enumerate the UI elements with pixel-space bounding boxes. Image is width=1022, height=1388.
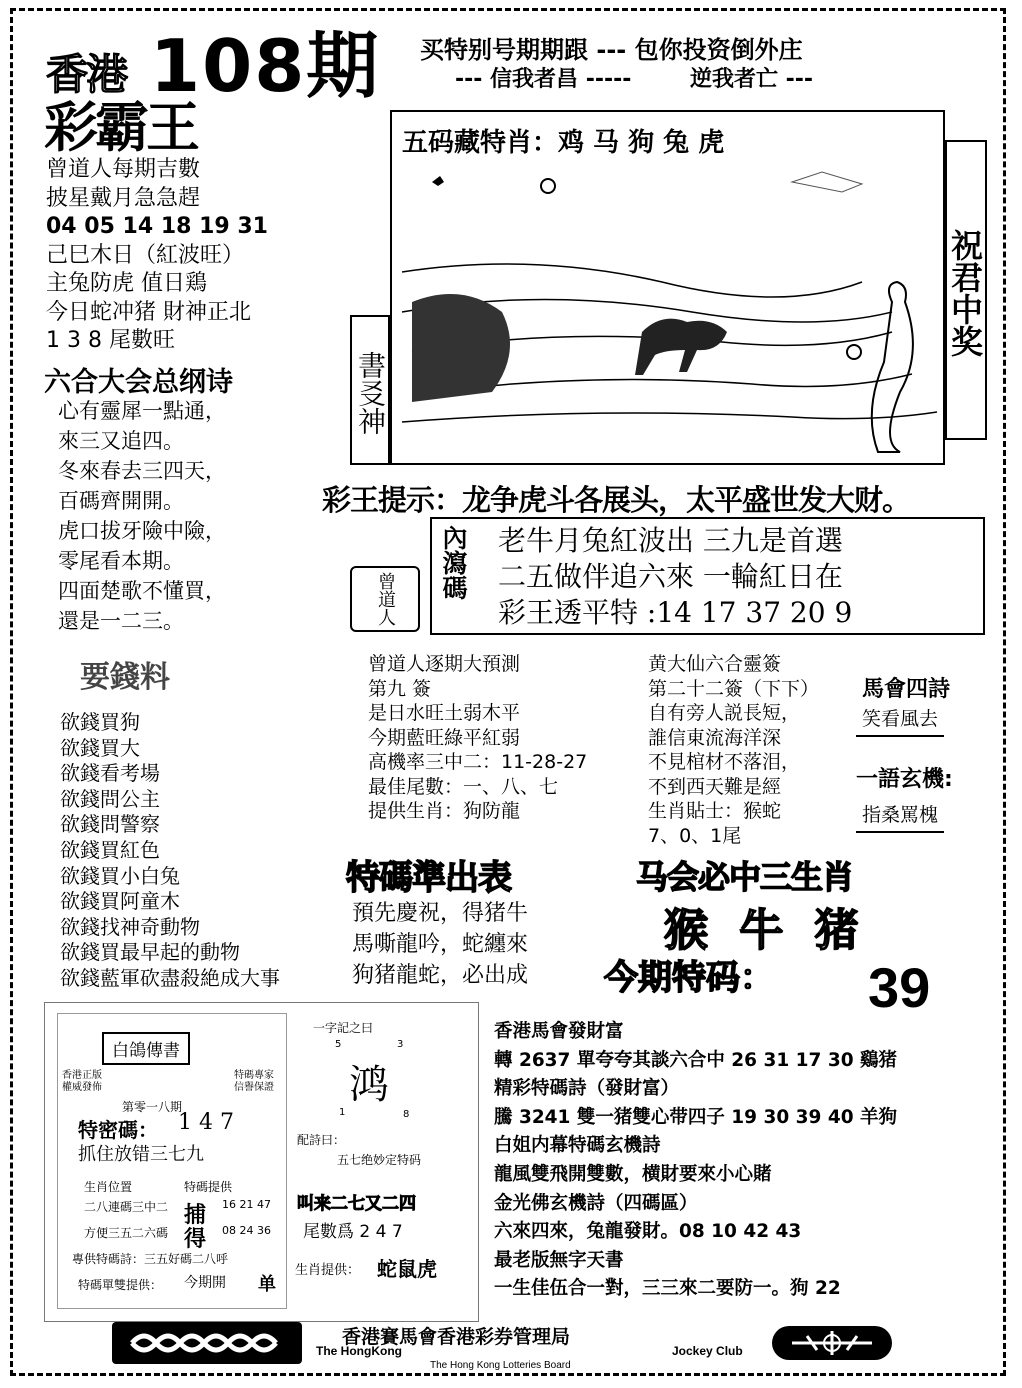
mark-1: 1 [339,1107,346,1118]
slogan-left: --- 信我者昌 ----- [455,67,632,92]
prediction-line: 第九 簽 [368,677,432,700]
clipping-panel [44,1002,479,1322]
poem-text: 五七绝妙定特码 [337,1153,422,1167]
book-god-banner: 書㕛神 [350,315,390,465]
landscape-illustration [392,112,943,463]
info-line: 主兔防虎 值日鶏 [46,271,207,296]
special-table-line: 狗猪龍蛇，必出成 [352,963,529,988]
today-special-number: 39 [868,956,931,1019]
wts-line: 不到西天難是經 [648,775,782,798]
good-luck-banner: 祝君中奖 [945,140,987,440]
poem-line: 心有靈犀一點通， [58,399,226,423]
money-item: 欲錢買狗 [60,710,140,734]
issue-number: 108期 [150,24,381,108]
white-crane-title: 白鴿傳書 [102,1032,190,1065]
three-zodiac-title: 马会必中三生肖 [636,858,854,896]
money-item: 欲錢找神奇動物 [60,914,200,939]
prediction-column [368,652,587,824]
inner-code-box [430,517,985,635]
money-item: 欲錢買阿童木 [60,889,180,914]
single: 单 [258,1274,276,1295]
poem-line: 百碼齊開開。 [58,489,184,513]
poem-line: 來三又追四。 [58,429,184,453]
day-word: 鸿 [349,1062,389,1108]
footer-org-cn: 香港賽馬會香港彩券管理局 [342,1326,571,1348]
prediction-line: 是日水旺土弱木平 [368,702,521,724]
rb-line: 龍風雙飛開雙數，横財要來小心賭 [494,1163,772,1185]
five-code-caption: 五码藏特肖：鸡 马 狗 兔 虎 [402,122,724,159]
catch-line: 抓住放错三七九 [78,1144,204,1165]
wts-line: 自有旁人説長短， [648,702,801,724]
poem-label: 配詩曰： [297,1133,346,1147]
prediction-line: 曾道人逐期大預測 [368,653,521,675]
special-table-lines [352,898,528,991]
info-line: 己巳木日（紅波旺） [46,242,245,268]
rb-line: 一生佳伍合一對，三三來二要防一。狗 22 [494,1278,841,1300]
wts-line: 第二十二簽（下下） [648,677,820,700]
mark-3: 3 [397,1039,404,1050]
footer-board: The Hong Kong Lotteries Board [430,1360,571,1371]
right-seal: 特碼專家 信譽保證 [234,1070,274,1093]
money-list [60,710,280,992]
rb-line: 騰 3241 雙一猪雙心带四子 19 30 39 40 羊狗 [494,1106,898,1128]
special-table-line: 預先慶祝，得猪牛 [352,901,529,926]
info-line: 披星戴月急急趕 [46,185,201,211]
mark-5: 5 [335,1039,342,1050]
money-title: 要錢料 [80,660,170,695]
brand-small: 香港 [46,50,127,99]
money-item: 欲錢買紅色 [60,837,160,862]
right-bottom-block [494,1018,897,1304]
rb-line: 白姐内幕特碼玄機詩 [494,1135,661,1157]
convenient: 方便三五二六碼 [84,1226,169,1240]
info-line: 曾道人每期吉數 [46,157,201,182]
special-offer: 特碼提供 [184,1180,233,1194]
rb-line: 金光佛玄機詩（四碼區） [494,1192,698,1214]
today-special-label: 今期特码： [604,958,774,998]
mark-8: 8 [403,1109,410,1120]
money-item: 欲錢看考場 [60,761,160,786]
footer-jc: Jockey Club [672,1344,743,1358]
prediction-line: 提供生肖：狗防龍 [368,800,521,822]
illustration-panel [390,110,945,465]
wts-line: 7、0、1尾 [648,824,742,847]
slogan-right: 逆我者亡 --- [690,67,814,92]
secret-code: 1 4 7 [178,1110,234,1135]
zodiac-offer-val: 蛇鼠虎 [377,1257,437,1281]
three-zodiac-animals: 猴 牛 猪 [664,905,867,956]
poem-line: 冬來春去三四天， [58,459,226,483]
seal-text: 曾道人 [375,572,396,626]
offer-val-2: 08 24 36 [222,1224,271,1237]
wts-line: 不見棺材不落泪， [648,751,801,773]
poem-line: 還是一二三。 [58,609,184,633]
title-caibawang: 彩霸王 [44,96,197,159]
secret-label: 特密碼： [78,1118,158,1142]
footer-logo-right [772,1326,892,1360]
money-item: 欲錢買最早起的動物 [60,940,240,965]
clipping-right [293,1013,471,1309]
open-now: 今期開 [184,1275,226,1291]
prediction-line: 最佳尾數：一、八、七 [368,775,559,798]
zodiac-pos-val: 二八連碼三中二 [84,1200,169,1214]
inner-code-line: 二五做伴追六來 一輪紅日在 [498,560,843,593]
clipping-issue: 第零一八期 [122,1100,183,1114]
wts-line: 生肖貼士：猴蛇 [648,800,782,822]
king-tip: 彩王提示：龙争虎斗各展头，太平盛世发大财。 [322,483,911,517]
poem-title: 六合大会总纲诗 [44,367,233,398]
club-poem-answer: 笑看風去 [856,704,944,737]
money-item: 欲錢買大 [60,735,140,760]
zodiac-offer: 生肖提供： [295,1263,361,1278]
info-line: 1 3 8 尾數旺 [46,328,175,353]
inner-code-line: 彩王透平特 :14 17 37 20 9 [498,596,853,629]
jockey-club-logo [112,1322,302,1364]
money-item: 欲錢問公主 [60,786,160,811]
rb-line: 最老版無字天書 [494,1249,624,1271]
poem [58,396,226,636]
footer-logo-left [112,1322,302,1364]
poem-line: 零尾看本期。 [58,549,184,573]
tail-line: 尾數爲 2 4 7 [303,1222,403,1242]
clipping-left [57,1013,287,1309]
catch-word: 捕 [184,1203,207,1228]
zodiac-pos: 生肖位置 [84,1180,133,1194]
inner-code-label: 內瀉碼 [439,525,468,600]
poem-line: 虎口拔牙險中險， [58,519,226,543]
money-item: 欲錢藍軍砍盡殺絶成大事 [60,965,280,990]
inner-code-lines [498,523,852,631]
call-line: 叫来二七又二四 [297,1194,416,1214]
prediction-line: 高機率三中二：11-28-27 [368,751,588,773]
exclusive: 專供特碼詩：三五好碼二八呼 [72,1252,229,1266]
left-info [46,156,268,356]
rb-line: 六來四來，兔龍發財。08 10 42 43 [494,1221,802,1243]
rb-line: 轉 2637 單夸夸其談六合中 26 31 17 30 鷄猪 [494,1049,898,1071]
left-seal: 香港正版 權威發佈 [62,1070,102,1093]
seal-zengdaoren [350,566,420,632]
info-line: 04 05 14 18 19 31 [46,214,268,239]
special-table-line: 馬嘶龍吟，蛇纏來 [352,932,529,957]
single-double: 特碼單雙提供： [78,1278,163,1292]
club-poem-title: 馬會四詩 [862,677,951,702]
special-table-title: 特碼準出表 [346,858,511,898]
wts-line: 誰信東流海洋深 [648,726,782,749]
slogan-top: 买特别号期期跟 --- 包你投资倒外庄 [420,36,803,64]
day-word-title: 一字記之曰 [313,1021,374,1035]
lotteries-logo [772,1326,892,1360]
riddle-answer: 指桑罵槐 [856,800,944,833]
offer-val-1: 16 21 47 [222,1198,271,1211]
wts-line: 黄大仙六合靈簽 [648,653,782,675]
info-line: 今日蛇冲猪 財神正北 [46,299,251,325]
money-item: 欲錢買小白兔 [60,863,180,888]
poem-line: 四面楚歌不懂買， [58,579,226,603]
money-item: 欲錢問警察 [60,812,160,837]
footer-hk: The HongKong [316,1344,402,1358]
catch-word-2: 得 [184,1227,207,1252]
inner-code-line: 老牛月兔紅波出 三九是首選 [498,524,843,557]
wong-tai-sin-column [648,652,819,848]
prediction-line: 今期藍旺綠平紅弱 [368,726,521,749]
riddle-title: 一語玄機: [856,767,953,792]
rb-line: 精彩特碼詩（發財富） [494,1078,680,1100]
rb-line: 香港馬會發財富 [494,1021,624,1042]
